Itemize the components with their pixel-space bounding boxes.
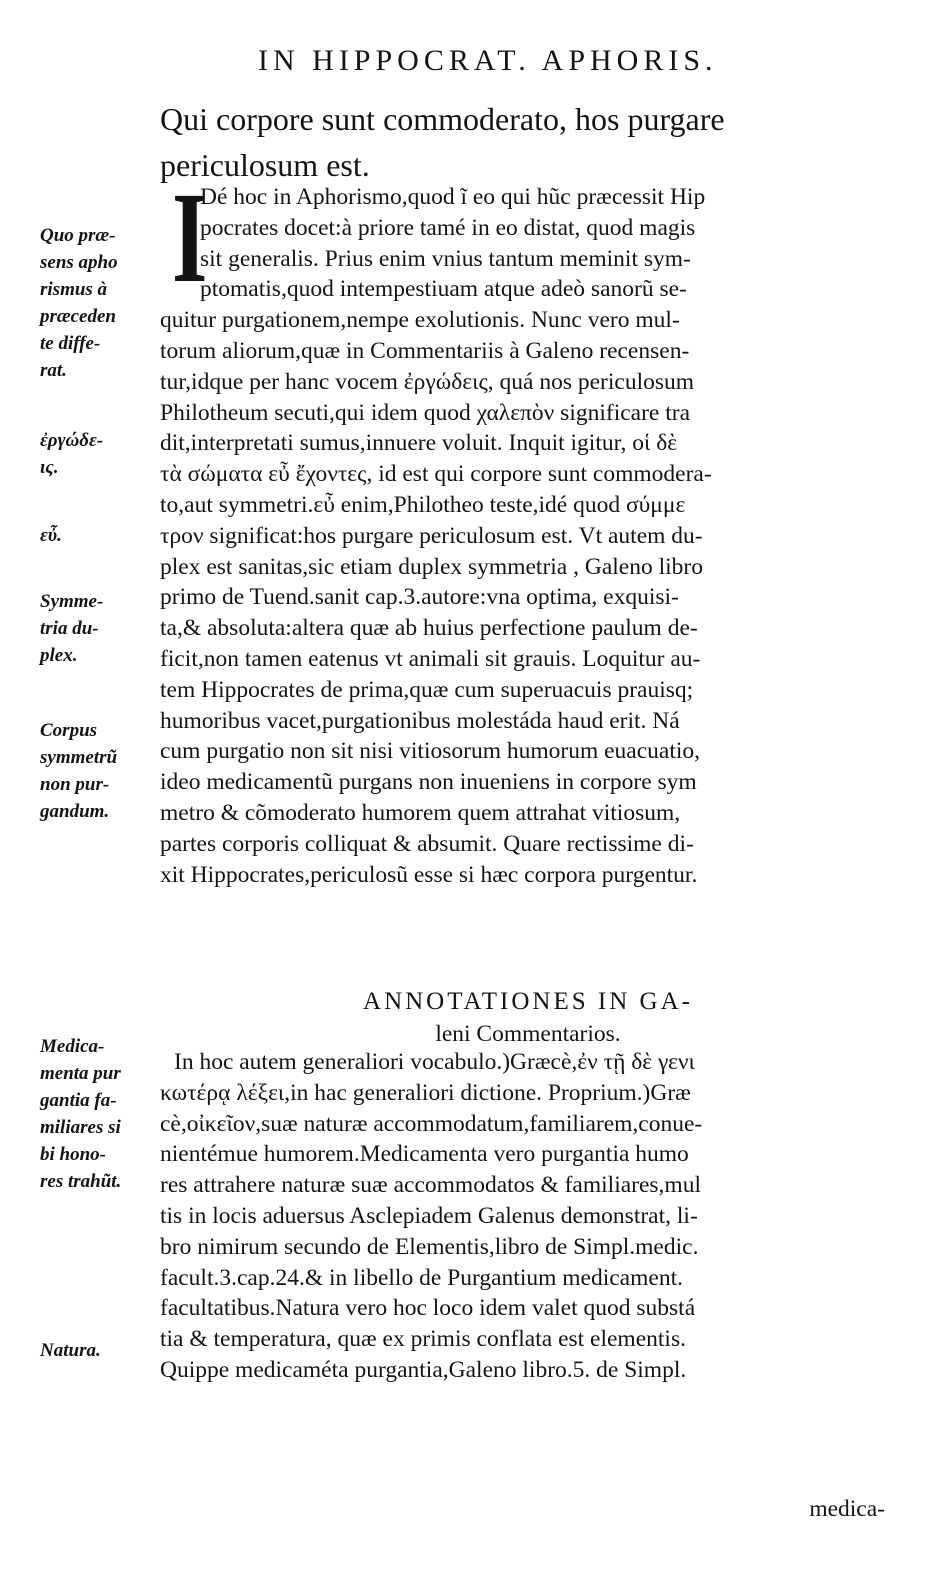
margin-note	[40, 588, 152, 669]
text-line: τὰ σώματα εὖ ἔχοντες, id est qui corpore sunt commodera-	[160, 461, 712, 488]
text-line: Dé hoc in Aphorismo,quod ĩ eo qui hũc præcessit Hip	[200, 184, 706, 210]
margin-note-line: res trahũt.	[40, 1171, 122, 1192]
text-line: Philotheum secuti,qui idem quod χαλεπὸν significare tra	[160, 399, 691, 426]
margin-note-line: bi hono-	[40, 1144, 106, 1165]
margin-note	[40, 1337, 152, 1364]
margin-note	[40, 522, 152, 549]
text-line: facult.3.cap.24.& in libello de Purgantium medicament.	[160, 1264, 683, 1291]
margin-note-line: symmetrũ	[40, 747, 118, 768]
drop-cap: I	[172, 166, 208, 310]
text-line: dit,interpretati sumus,innuere voluit. Inquit igitur, οἱ δὲ	[160, 430, 678, 457]
margin-note-line: plex.	[40, 645, 78, 666]
section-heading-line: leni Commentarios.	[435, 1021, 621, 1047]
text-line: ficit,non tamen eatenus vt animali sit grauis. Loquitur au-	[160, 645, 701, 672]
aphorism-heading	[160, 96, 896, 188]
annotations-text	[160, 1047, 896, 1386]
margin-note-line: ις.	[40, 457, 59, 478]
text-line: ideo medicamentũ purgans non inueniens in corpore sym	[160, 769, 697, 796]
margin-note-line: sens apho	[40, 252, 118, 273]
catchword: medica-	[809, 1496, 885, 1522]
text-line: In hoc autem generaliori vocabulo.)Græcè,ἐν τῇ δὲ γενι	[174, 1049, 695, 1075]
text-line: τρον significat:hos purgare periculosum est. Vt autem du-	[160, 522, 703, 549]
margin-note	[40, 427, 152, 481]
text-line: κωτέρᾳ λέξει,in hac generaliori dictione. Proprium.)Græ	[160, 1079, 691, 1106]
text-line: nientémue humorem.Medicamenta vero purgantia humo	[160, 1141, 689, 1168]
text-line: plex est sanitas,sic etiam duplex symmetria , Galeno libro	[160, 553, 703, 580]
margin-note-line: te diffe-	[40, 333, 101, 354]
text-line: ptomatis,quod intempestiuam atque adeò sanorũ se-	[200, 276, 687, 303]
margin-note-line: Corpus	[40, 720, 98, 741]
margin-note-line: præceden	[40, 306, 116, 327]
text-line: tem Hippocrates de prima,quæ cum superuacuis prauisq;	[160, 676, 694, 703]
text-line: primo de Tuend.sanit cap.3.autore:vna optima, exquisi-	[160, 584, 679, 611]
margin-note-line: gandum.	[40, 801, 110, 822]
text-line: quitur purgationem,nempe exolutionis. Nunc vero mul-	[160, 307, 680, 334]
margin-note-line: menta pur	[40, 1063, 121, 1084]
aphorism-line: periculosum est.	[160, 147, 370, 183]
margin-note-line: εὖ.	[40, 525, 62, 546]
text-line: cum purgatio non sit nisi vitiosorum humorum euacuatio,	[160, 738, 701, 765]
text-line: cè,οἰκεῖον,suæ naturæ accommodatum,familiarem,conue-	[160, 1110, 703, 1137]
margin-note-line: gantia fa-	[40, 1090, 117, 1111]
margin-note-line: Quo præ-	[40, 225, 116, 246]
text-line: Quippe medicaméta purgantia,Galeno libro.5. de Simpl.	[160, 1356, 687, 1383]
margin-note-line: Symme-	[40, 591, 104, 612]
text-line: res attrahere naturæ suæ accommodatos & familiares,mul	[160, 1172, 701, 1199]
text-line: metro & cõmoderato humorem quem attrahat vitiosum,	[160, 799, 681, 826]
section-heading	[160, 985, 896, 1051]
text-line: ta,& absoluta:altera quæ ab huius perfectione paulum de-	[160, 615, 698, 642]
margin-note	[40, 222, 152, 384]
margin-note-line: non pur-	[40, 774, 110, 795]
aphorism-line: Qui corpore sunt commoderato, hos purgare	[160, 101, 725, 137]
margin-note-line: ἐργώδε-	[40, 430, 104, 451]
margin-note-line: Medica-	[40, 1036, 105, 1057]
text-line: torum aliorum,quæ in Commentariis à Galeno recensen-	[160, 337, 690, 364]
text-line: bro nimirum secundo de Elementis,libro de Simpl.medic.	[160, 1233, 699, 1260]
text-line: tis in locis aduersus Asclepiadem Galenus demonstrat, li-	[160, 1202, 698, 1229]
text-line: to,aut symmetri.εὖ enim,Philotheo teste,idé quod σύμμε	[160, 491, 686, 518]
text-line: tia & temperatura, quæ ex primis conflata est elementis.	[160, 1326, 686, 1353]
margin-note-line: Natura.	[40, 1340, 101, 1361]
running-header: IN HIPPOCRAT. APHORIS.	[258, 44, 718, 77]
margin-note-line: rismus à	[40, 279, 108, 300]
text-line: tur,idque per hanc vocem ἐργώδεις, quá nos periculosum	[160, 368, 695, 395]
text-line: sit generalis. Prius enim vnius tantum meminit sym-	[200, 245, 691, 272]
section-heading-line: ANNOTATIONES IN GA-	[363, 988, 693, 1015]
margin-note-line: miliares si	[40, 1117, 121, 1138]
text-line: pocrates docet:à priore tamé in eo distat, quod magis	[200, 214, 696, 241]
margin-note	[40, 1033, 152, 1195]
text-line: xit Hippocrates,periculosũ esse si hæc corpora purgentur.	[160, 861, 698, 888]
text-line: partes corporis colliquat & absumit. Quare rectissime di-	[160, 830, 694, 857]
margin-note-line: tria du-	[40, 618, 99, 639]
margin-note-line: rat.	[40, 360, 67, 381]
commentary-text	[160, 166, 896, 890]
text-line: facultatibus.Natura vero hoc loco idem valet quod substá	[160, 1295, 696, 1322]
text-line: humoribus vacet,purgationibus molestáda haud erit. Ná	[160, 707, 680, 734]
margin-note	[40, 717, 152, 825]
